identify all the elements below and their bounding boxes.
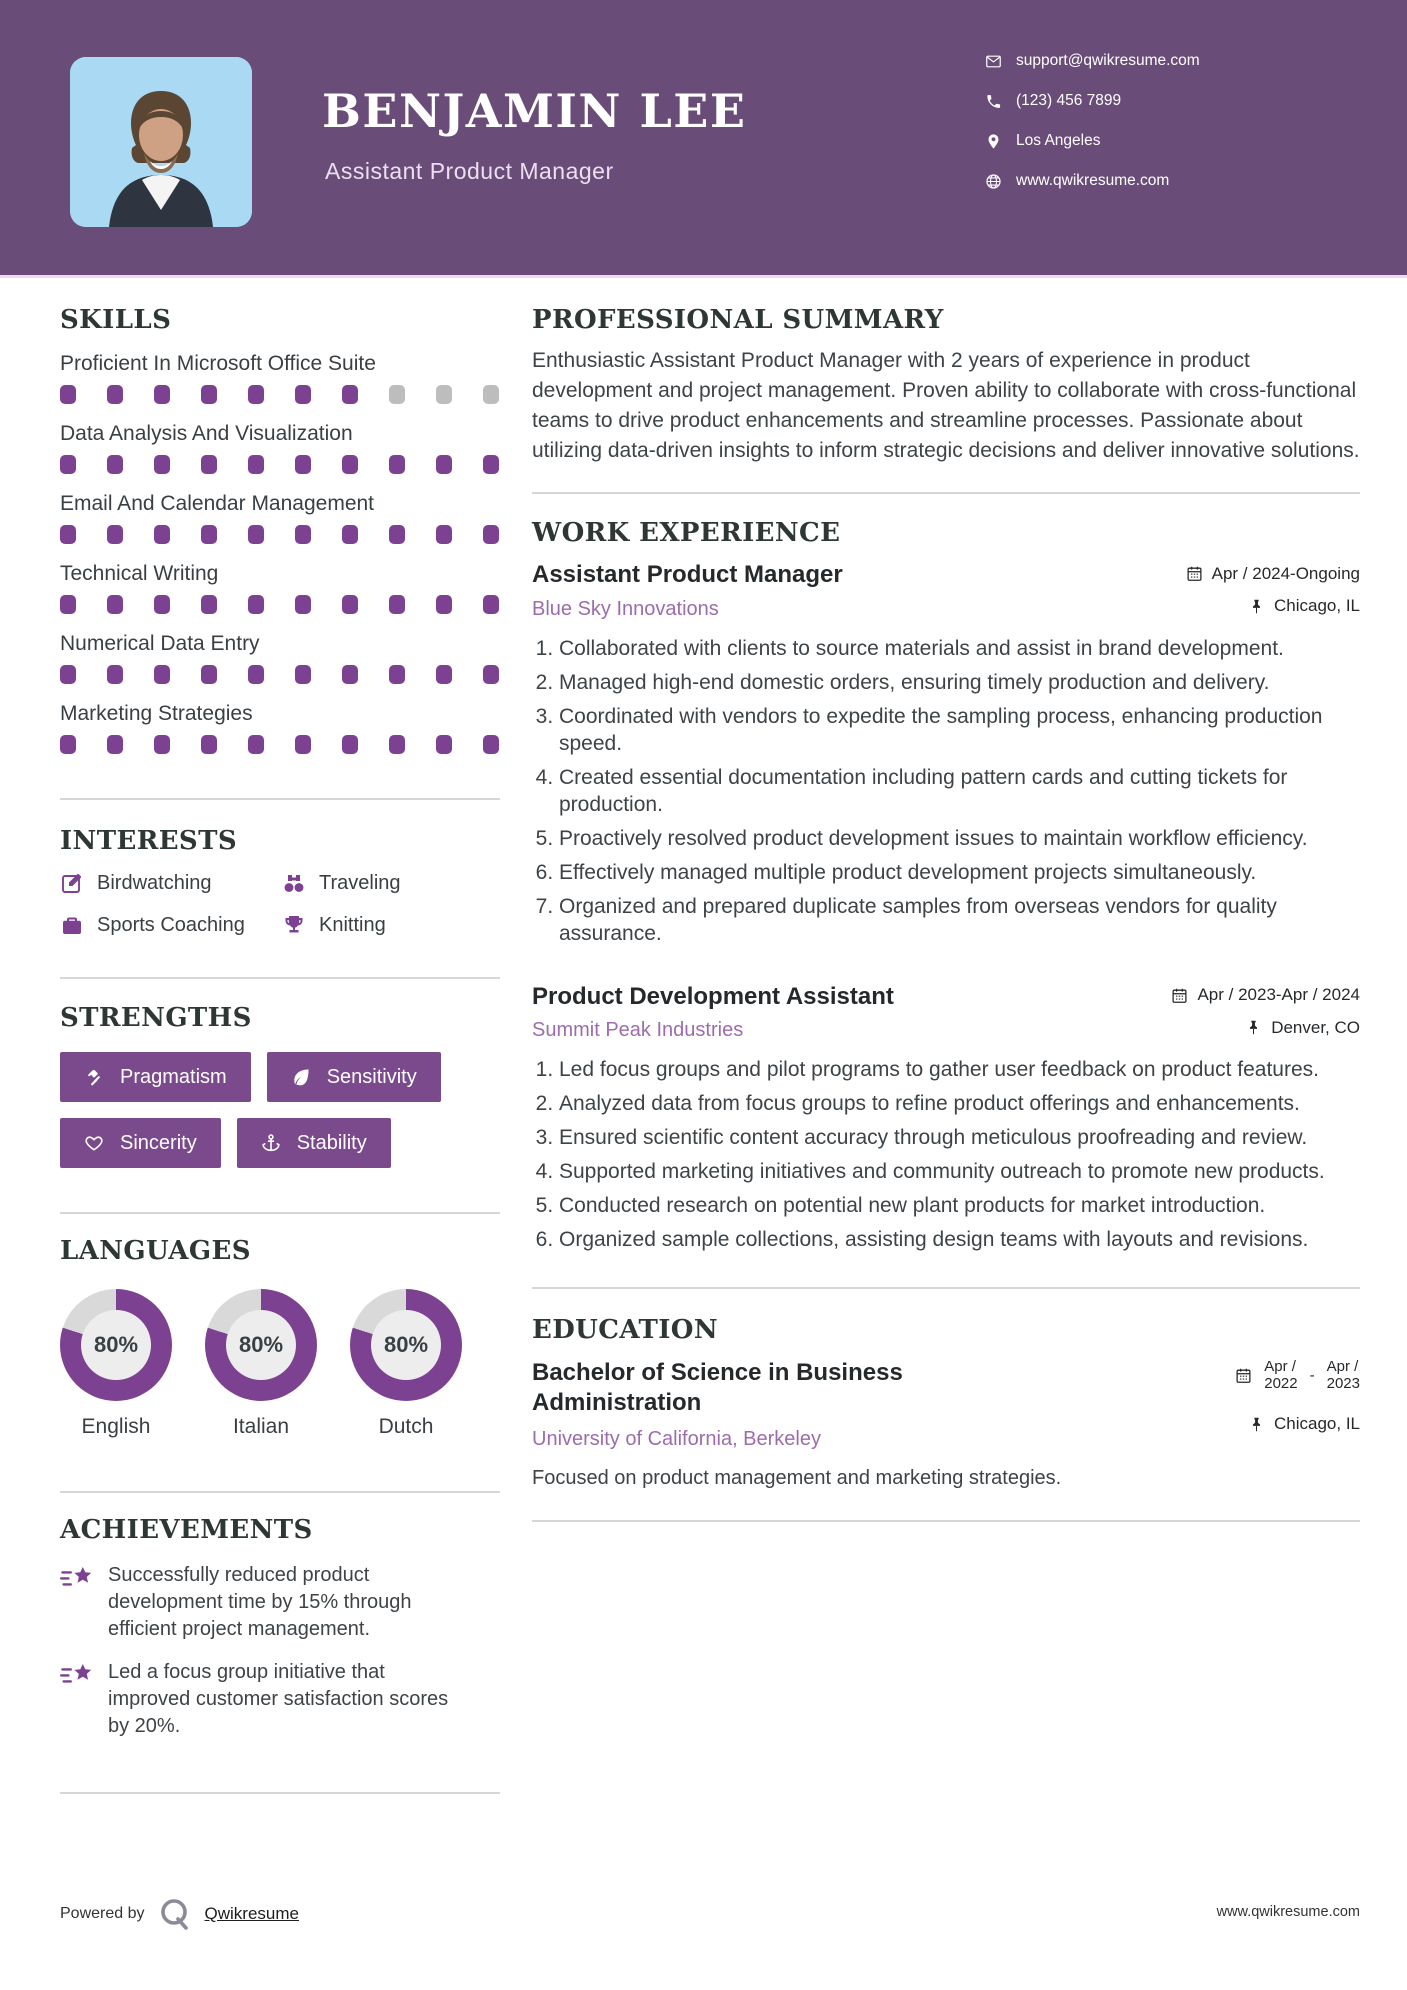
job-company: Summit Peak Industries [532, 1019, 744, 1041]
qwikresume-logo-icon [157, 1896, 193, 1932]
rating-dot-filled [201, 735, 217, 754]
rating-dot-filled [201, 525, 217, 544]
rating-dot-filled [436, 735, 452, 754]
skill-rating [60, 665, 500, 684]
interest-item [60, 871, 282, 895]
skills-heading: SKILLS [60, 305, 172, 335]
interest-item [60, 913, 282, 937]
rating-dot-empty [483, 385, 499, 404]
education-date-separator: - [1309, 1366, 1315, 1384]
rating-dot-filled [436, 455, 452, 474]
rating-dot-filled [107, 665, 123, 684]
strength-label: Sincerity [120, 1131, 197, 1154]
rating-dot-filled [107, 385, 123, 404]
globe-icon [985, 173, 1002, 190]
heart-icon [84, 1133, 104, 1153]
rating-dot-filled [295, 525, 311, 544]
achievement-item [60, 1659, 500, 1740]
achievement-item [60, 1562, 500, 1643]
strength-badge [267, 1052, 441, 1102]
skill-item [60, 562, 500, 614]
interest-label: Sports Coaching [97, 913, 245, 936]
rating-dot-filled [248, 455, 264, 474]
contact-row [985, 172, 1200, 190]
rating-dot-filled [248, 735, 264, 754]
pushpin-icon [1248, 1416, 1265, 1433]
job-dates-text: Apr / 2024-Ongoing [1211, 563, 1360, 583]
skill-label: Technical Writing [60, 562, 219, 585]
job-title: Product Development Assistant [532, 982, 894, 1010]
rating-dot-filled [107, 595, 123, 614]
language-label: English [81, 1415, 151, 1438]
job-bullet: 5. Conducted research on potential new plant products for market introduction. [559, 1192, 1360, 1219]
rating-dot-filled [107, 735, 123, 754]
divider [532, 1520, 1360, 1522]
interest-label: Birdwatching [97, 871, 212, 894]
language-percent: 80% [226, 1310, 296, 1380]
rating-dot-filled [389, 665, 405, 684]
education-entry [532, 1358, 1360, 1490]
rating-dot-empty [389, 385, 405, 404]
rating-dot-filled [201, 595, 217, 614]
strength-badge [60, 1118, 221, 1168]
achievement-text: Successfully reduced product development time by 15% through efficient project management. [108, 1564, 412, 1640]
skill-label: Data Analysis And Visualization [60, 422, 353, 445]
language-donut-chart [60, 1289, 172, 1401]
rating-dot-filled [295, 665, 311, 684]
footer-branding [60, 1896, 299, 1932]
job-bullet: 2. Managed high-end domestic orders, ensuring timely production and delivery. [559, 669, 1360, 696]
job-header [532, 561, 1360, 589]
rating-dot-filled [201, 385, 217, 404]
education-location: Chicago, IL [1248, 1414, 1360, 1434]
rating-dot-filled [154, 525, 170, 544]
job-bullet: 1. Collaborated with clients to source materials and assist in brand development. [559, 635, 1360, 662]
strength-label: Stability [296, 1131, 367, 1154]
rating-dot-filled [295, 735, 311, 754]
rating-dot-filled [483, 595, 499, 614]
rating-dot-filled [248, 525, 264, 544]
divider [532, 492, 1360, 494]
language-percent: 80% [371, 1310, 441, 1380]
contact-row [985, 92, 1200, 110]
divider [60, 1212, 500, 1214]
job-bullet: 3. Coordinated with vendors to expedite the sampling process, enhancing production speed. [559, 703, 1360, 757]
rating-dot-filled [389, 595, 405, 614]
rating-dot-filled [342, 525, 358, 544]
rating-dot-filled [60, 665, 76, 684]
leaf-icon [291, 1067, 311, 1087]
job-bullet-list [532, 635, 1360, 947]
rating-dot-filled [342, 455, 358, 474]
rating-dot-filled [154, 665, 170, 684]
education-date-end: Apr / [1326, 1358, 1359, 1375]
rating-dot-filled [201, 455, 217, 474]
job-dates-text: Apr / 2023-Apr / 2024 [1197, 985, 1360, 1004]
job-bullet: 3. Ensured scientific content accuracy through meticulous proofreading and review. [559, 1124, 1360, 1151]
language-item [350, 1289, 462, 1439]
rating-dot-filled [107, 525, 123, 544]
job-bullet: 1. Led focus groups and pilot programs to gather user feedback on product features. [559, 1056, 1360, 1083]
rating-dot-filled [60, 525, 76, 544]
rating-dot-filled [483, 665, 499, 684]
skill-label: Email And Calendar Management [60, 492, 375, 515]
footer-website: www.qwikresume.com [1216, 1904, 1360, 1920]
languages-list [60, 1289, 500, 1439]
strength-label: Sensitivity [326, 1065, 417, 1088]
pin-icon [985, 133, 1002, 150]
job-bullet: 6. Organized sample collections, assisting design teams with layouts and revisions. [559, 1226, 1360, 1253]
job-entry [532, 983, 1360, 1254]
qwikresume-link[interactable]: Qwikresume [204, 1904, 299, 1923]
achievements-heading: ACHIEVEMENTS [60, 1515, 313, 1545]
rating-dot-filled [342, 735, 358, 754]
rating-dot-filled [154, 455, 170, 474]
rating-dot-empty [436, 385, 452, 404]
divider [60, 1491, 500, 1493]
job-title: Assistant Product Manager [532, 561, 843, 588]
interest-item [282, 913, 500, 937]
candidate-name: BENJAMIN LEE [322, 84, 747, 138]
skill-rating [60, 735, 500, 754]
strength-label: Pragmatism [120, 1065, 227, 1088]
language-item [60, 1289, 172, 1439]
job-bullet: 5. Proactively resolved product development issues to maintain workflow efficiency. [559, 825, 1360, 852]
job-subheader [532, 1018, 1360, 1043]
language-item [205, 1289, 317, 1439]
pencil-icon [60, 871, 84, 895]
rating-dot-filled [436, 525, 452, 544]
skills-list [60, 352, 500, 754]
job-company: Blue Sky Innovations [532, 597, 719, 620]
calendar-icon [1235, 1367, 1252, 1384]
language-label: Italian [232, 1415, 290, 1438]
strengths-list [60, 1052, 460, 1168]
shooting-star-icon [60, 1661, 96, 1691]
envelope-icon [985, 53, 1002, 70]
shooting-star-icon [60, 1564, 96, 1594]
job-entry [532, 561, 1360, 947]
pushpin-icon [1245, 1019, 1262, 1036]
rating-dot-filled [342, 665, 358, 684]
rating-dot-filled [436, 665, 452, 684]
jobs-list [532, 561, 1360, 1253]
briefcase-icon [60, 913, 84, 937]
rating-dot-filled [295, 385, 311, 404]
rating-dot-filled [154, 595, 170, 614]
achievements-list [60, 1562, 500, 1740]
contact-text: www.qwikresume.com [1016, 172, 1170, 189]
contact-text: support@qwikresume.com [1016, 52, 1200, 69]
skill-item [60, 422, 500, 474]
skill-item [60, 702, 500, 754]
rating-dot-filled [248, 665, 264, 684]
left-column [60, 305, 500, 1794]
job-location-text: Chicago, IL [1274, 596, 1360, 615]
job-bullet: 2. Analyzed data from focus groups to refine product offerings and enhancements. [559, 1090, 1360, 1117]
gavel-icon [84, 1067, 104, 1087]
language-label: Dutch [378, 1415, 434, 1438]
job-header [532, 983, 1360, 1011]
experience-heading: WORK EXPERIENCE [532, 518, 841, 548]
interest-label: Knitting [319, 913, 386, 936]
skill-label: Marketing Strategies [60, 702, 253, 725]
skill-rating [60, 455, 500, 474]
skill-rating [60, 385, 500, 404]
rating-dot-filled [60, 595, 76, 614]
skill-rating [60, 525, 500, 544]
school-name: University of California, Berkeley [532, 1428, 821, 1450]
interests-heading: INTERESTS [60, 826, 238, 856]
rating-dot-filled [389, 455, 405, 474]
language-donut-chart [350, 1289, 462, 1401]
right-column [532, 305, 1360, 1522]
rating-dot-filled [248, 385, 264, 404]
interests-list [60, 871, 500, 937]
strength-badge [237, 1118, 391, 1168]
summary-text: Enthusiastic Assistant Product Manager with 2 years of experience in product development and project management. Proven ability to collaborate with cross-functional teams to drive product enhancements and streamline processes. Passionate about utilizing data-driven insights to inform strategic decisions and deliver innovative solutions. [532, 349, 1360, 462]
profile-photo [70, 57, 252, 227]
divider [60, 798, 500, 800]
contact-row [985, 52, 1200, 70]
rating-dot-filled [60, 455, 76, 474]
contact-text: Los Angeles [1016, 132, 1101, 149]
languages-heading: LANGUAGES [60, 1236, 251, 1266]
rating-dot-filled [483, 525, 499, 544]
rating-dot-filled [154, 735, 170, 754]
rating-dot-filled [295, 455, 311, 474]
education-note: Focused on product management and marketing strategies. [532, 1467, 1062, 1489]
rating-dot-filled [154, 385, 170, 404]
pushpin-icon [1248, 598, 1265, 615]
language-percent: 80% [81, 1310, 151, 1380]
calendar-icon [1171, 987, 1188, 1004]
divider [532, 1287, 1360, 1289]
education-date-start: Apr / [1264, 1358, 1296, 1375]
education-dates: Apr / 2022 - Apr / 2023 [1235, 1358, 1360, 1392]
interest-label: Traveling [319, 871, 401, 894]
strengths-heading: STRENGTHS [60, 1003, 252, 1033]
job-bullet: 6. Effectively managed multiple product development projects simultaneously. [559, 859, 1360, 886]
rating-dot-filled [201, 665, 217, 684]
binoculars-icon [282, 871, 306, 895]
job-bullet: 4. Supported marketing initiatives and community outreach to promote new products. [559, 1158, 1360, 1185]
job-bullet: 7. Organized and prepared duplicate samples from overseas vendors for quality assurance. [559, 893, 1360, 947]
language-donut-chart [205, 1289, 317, 1401]
interest-item [282, 871, 500, 895]
rating-dot-filled [342, 385, 358, 404]
divider [60, 1792, 500, 1794]
rating-dot-filled [295, 595, 311, 614]
strength-badge [60, 1052, 251, 1102]
summary-heading: PROFESSIONAL SUMMARY [532, 305, 944, 335]
rating-dot-filled [60, 385, 76, 404]
powered-by-label: Powered by [60, 1905, 145, 1922]
profile-photo-illustration [70, 57, 252, 227]
skill-label: Proficient In Microsoft Office Suite [60, 352, 376, 375]
resume-header [0, 0, 1407, 278]
contact-list [985, 52, 1200, 190]
rating-dot-filled [483, 735, 499, 754]
rating-dot-filled [107, 455, 123, 474]
candidate-title: Assistant Product Manager [325, 158, 614, 184]
job-dates [1171, 985, 1360, 1005]
trophy-icon [282, 913, 306, 937]
job-dates [1186, 564, 1360, 584]
skill-item [60, 352, 500, 404]
education-heading: EDUCATION [532, 1315, 719, 1345]
degree-name: Bachelor of Science in Business Administration [532, 1359, 903, 1416]
anchor-icon [261, 1133, 281, 1153]
job-bullet-list [532, 1056, 1360, 1253]
rating-dot-filled [60, 735, 76, 754]
achievement-text: Led a focus group initiative that improved customer satisfaction scores by 20%. [108, 1661, 449, 1737]
rating-dot-filled [389, 525, 405, 544]
contact-text: (123) 456 7899 [1016, 92, 1122, 109]
skill-item [60, 632, 500, 684]
job-subheader [532, 596, 1360, 621]
rating-dot-filled [389, 735, 405, 754]
skill-label: Numerical Data Entry [60, 632, 260, 655]
job-bullet: 4. Created essential documentation including pattern cards and cutting tickets for production. [559, 764, 1360, 818]
rating-dot-filled [483, 455, 499, 474]
divider [60, 977, 500, 979]
contact-row [985, 132, 1200, 150]
rating-dot-filled [248, 595, 264, 614]
rating-dot-filled [436, 595, 452, 614]
skill-item [60, 492, 500, 544]
rating-dot-filled [342, 595, 358, 614]
job-location [1248, 596, 1360, 616]
skill-rating [60, 595, 500, 614]
calendar-icon [1186, 565, 1203, 582]
job-location [1245, 1018, 1360, 1038]
phone-icon [985, 93, 1002, 110]
job-location-text: Denver, CO [1271, 1017, 1360, 1037]
